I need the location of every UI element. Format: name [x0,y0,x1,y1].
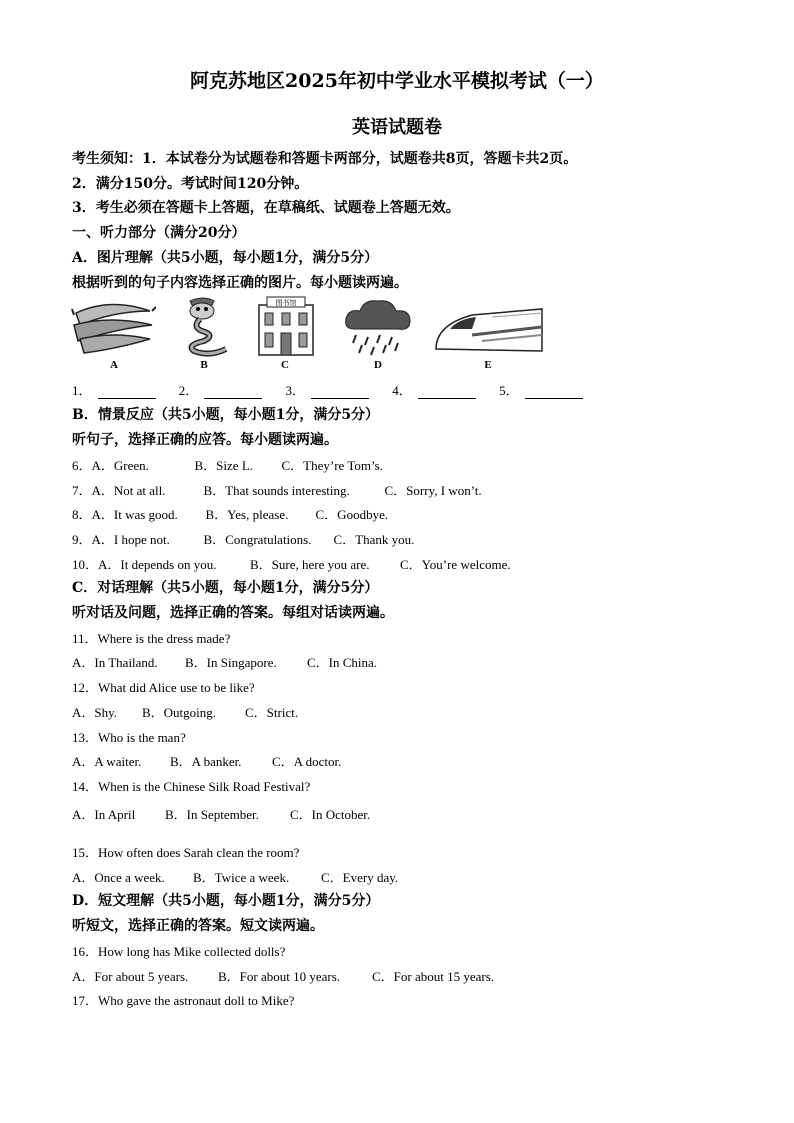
sectionA-instruction: 根据听到的句子内容选择正确的图片。每小题读两遍。 [72,275,408,291]
option-c[interactable]: C．In October. [290,807,371,822]
option-a[interactable]: A．Once a week. [72,870,165,885]
blank-3 [286,380,370,399]
question-14: 14．When is the Chinese Silk Road Festival? [72,779,311,794]
option-b[interactable]: B．Yes, please. [205,507,289,522]
notice-line-3: 3．考生必须在答题卡上答题，在草稿纸、试题卷上答题无效。 [72,200,460,216]
picture-row [70,295,550,375]
option-c[interactable]: C．A doctor. [272,754,342,769]
option-c[interactable]: C．Goodbye. [315,507,389,522]
picture-label-c: C [281,359,289,371]
sectionB-heading: B．情景反应（共5小题，每小题1分，满分5分） [72,407,380,423]
blank-label: 2． [178,383,199,398]
option-a[interactable]: A．Shy. [72,705,118,720]
option-c[interactable]: C．Strict. [245,705,299,720]
exam-title: 阿克苏地区2025年初中学业水平模拟考试（一） [190,70,604,92]
question-15: 15．How often does Sarah clean the room? [72,845,300,860]
blank-1 [72,380,156,399]
library-icon [253,295,319,371]
option-a[interactable]: A．For about 5 years. [72,969,189,984]
options-14 [72,804,370,823]
picture-label-e: E [484,359,492,371]
option-b[interactable]: B．In Singapore. [185,655,277,670]
option-c[interactable]: C．Sorry, I won’t. [384,483,482,498]
answer-blank-line[interactable] [525,386,583,399]
option-b[interactable]: B．A banker. [170,754,242,769]
question-16: 16．How long has Mike collected dolls? [72,944,286,959]
blank-label: 1． [72,383,92,398]
blank-5 [499,380,583,399]
option-a[interactable]: A．It depends on you. [98,557,217,572]
sectionA-heading: A．图片理解（共5小题，每小题1分，满分5分） [72,250,379,266]
sectionC-heading: C．对话理解（共5小题，每小题1分，满分5分） [72,580,379,596]
snake-icon [170,295,238,371]
option-c[interactable]: C．Thank you. [333,532,415,547]
question-10 [72,554,511,573]
blank-4 [392,380,476,399]
option-b[interactable]: B．In September. [165,807,259,822]
option-b[interactable]: B．Outgoing. [142,705,217,720]
option-a[interactable]: A．Green. [91,458,149,473]
option-c[interactable]: C．In China. [307,655,378,670]
blank-2 [179,380,263,399]
blank-label: 3． [285,383,306,398]
question-8 [72,504,388,523]
notice-line-2: 2．满分150分。考试时间120分钟。 [72,176,309,192]
question-13: 13．Who is the man? [72,730,186,745]
question-9 [72,529,414,548]
picture-label-b: B [200,359,208,371]
option-a[interactable]: A．A waiter. [72,754,142,769]
option-a[interactable]: A．It was good. [91,507,178,522]
option-b[interactable]: B．Sure, here you are. [250,557,370,572]
sectionB-instruction: 听句子，选择正确的应答。每小题读两遍。 [72,432,338,448]
bullet-train-icon [432,295,544,371]
question-number: 8． [72,507,92,522]
options-11 [72,652,377,671]
options-15 [72,867,398,886]
option-a[interactable]: A．In April [72,807,136,822]
answer-blank-line[interactable] [418,386,476,399]
rain-cloud-icon [342,295,414,371]
options-16 [72,966,494,985]
bananas-icon [70,295,156,371]
picture-label-a: A [110,359,118,371]
option-b[interactable]: B．For about 10 years. [218,969,341,984]
svg-text:图书馆: 图书馆 [275,299,297,307]
question-number: 9． [72,532,92,547]
sectionD-instruction: 听短文，选择正确的答案。短文读两遍。 [72,918,324,934]
question-7 [72,480,482,499]
option-c[interactable]: C．Every day. [321,870,399,885]
option-a[interactable]: A．In Thailand. [72,655,158,670]
picture-label-d: D [374,359,382,371]
question-number: 7． [72,483,92,498]
answer-blank-line[interactable] [204,386,262,399]
option-b[interactable]: B．That sounds interesting. [203,483,350,498]
sectionC-instruction: 听对话及问题，选择正确的答案。每组对话读两遍。 [72,605,394,621]
question-number: 10． [72,557,99,572]
exam-subtitle: 英语试题卷 [352,117,442,138]
option-a[interactable]: A．I hope not. [91,532,170,547]
sectionD-heading: D．短文理解（共5小题，每小题1分，满分5分） [72,893,380,909]
answer-blank-line[interactable] [311,386,369,399]
options-13 [72,751,341,770]
blank-label: 5． [499,383,519,398]
notice-line-1: 考生须知：1．本试卷分为试题卷和答题卡两部分，试题卷共8页，答题卡共2页。 [72,151,578,167]
options-12 [72,702,298,721]
option-c[interactable]: C．For about 15 years. [372,969,495,984]
question-number: 6． [72,458,92,473]
part1-heading: 一、听力部分（满分20分） [72,225,246,241]
question-11: 11．Where is the dress made? [72,631,231,646]
option-c[interactable]: C．They’re Tom’s. [281,458,383,473]
question-6 [72,455,383,474]
question-17: 17．Who gave the astronaut doll to Mike? [72,993,295,1008]
option-c[interactable]: C．You’re welcome. [400,557,511,572]
option-b[interactable]: B．Twice a week. [193,870,290,885]
answer-blanks [72,380,603,399]
option-a[interactable]: A．Not at all. [91,483,166,498]
answer-blank-line[interactable] [98,386,156,399]
blank-label: 4． [392,383,412,398]
option-b[interactable]: B．Congratulations. [203,532,312,547]
option-b[interactable]: B．Size L. [194,458,254,473]
question-12: 12．What did Alice use to be like? [72,680,255,695]
